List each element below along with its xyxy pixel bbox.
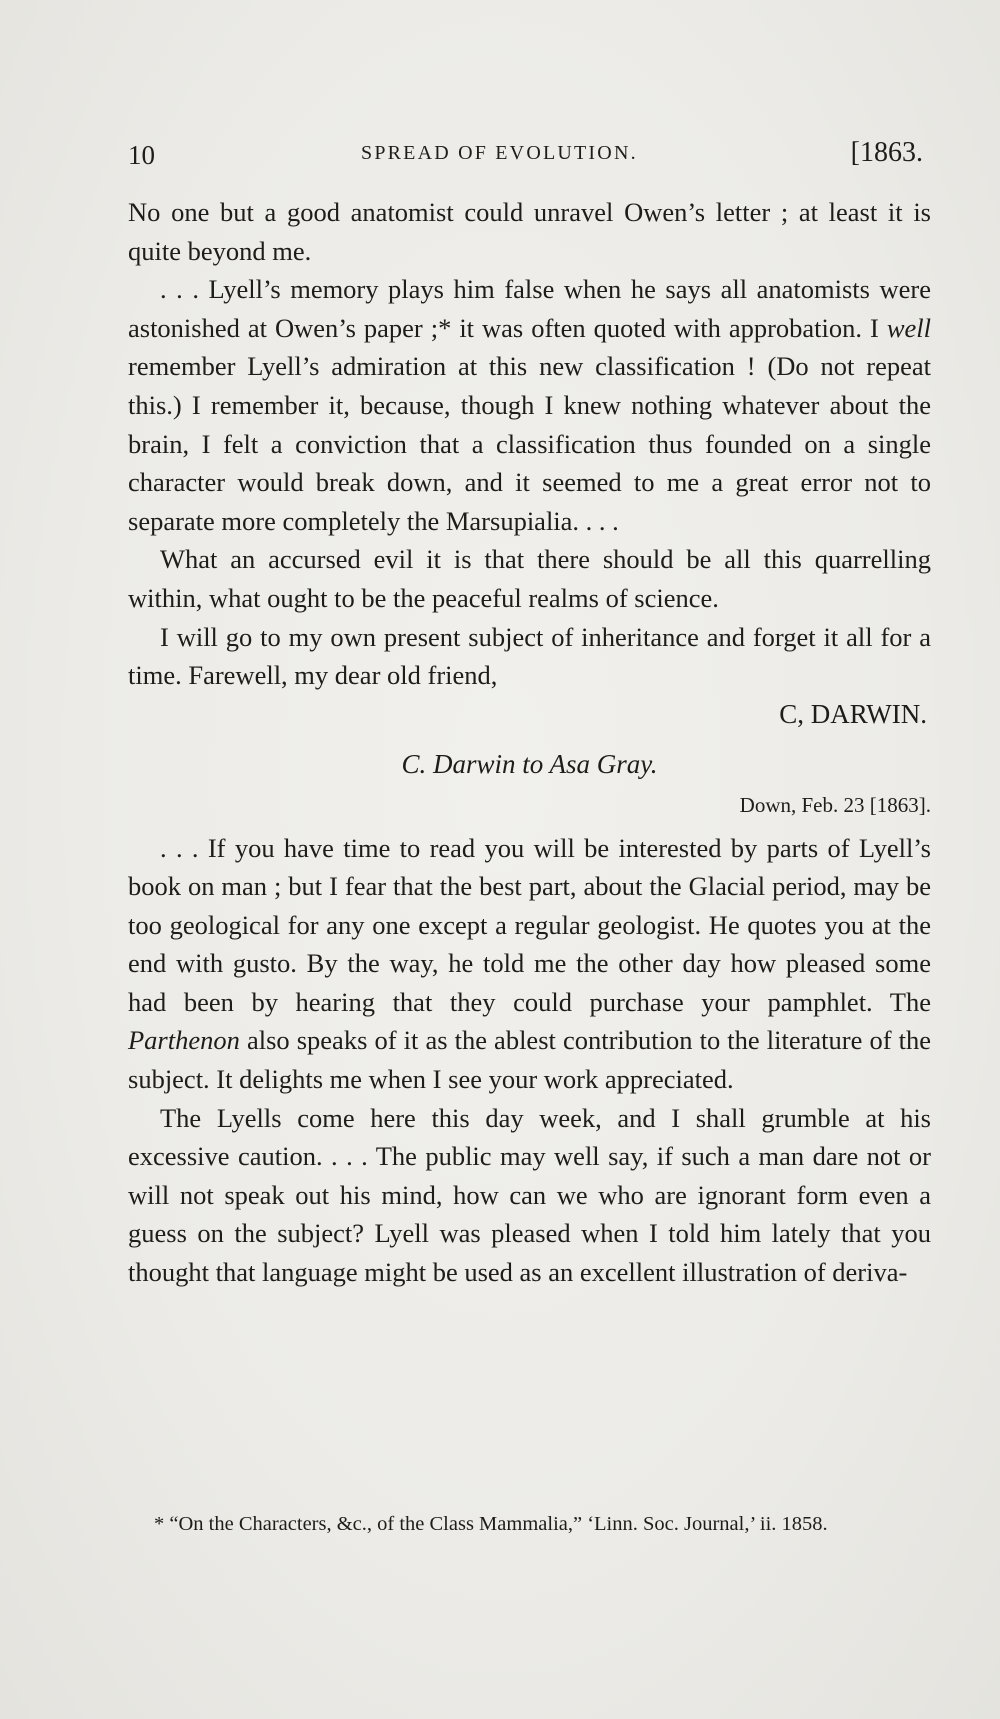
paragraph-3 [128, 540, 931, 617]
paragraph-text: remember Lyell’s admiration at this new classification ! (Do not repeat this.) I remember it, because, though I knew nothing whatever about the brain, I felt a conviction that a classification thus founded on a single character would break down, and it seemed to me a great error not to separate more completely the Marsupialia. . . . [128, 351, 931, 536]
paragraph-text: . . . Lyell’s memory plays him false when he says all anatomists were astonished at Owen’s paper ;* it was often quoted with approbation. I [128, 274, 931, 343]
paragraph-text: No one but a good anatomist could unravel Owen’s letter ; at least it is quite beyond me. [128, 197, 931, 266]
footnote-text: * “On the Characters, &c., of the Class Mammalia,” ‘Linn. Soc. Journal,’ ii. 1858. [154, 1513, 828, 1535]
emphasis-word: well [886, 312, 931, 343]
page-header [128, 134, 923, 174]
paragraph-2 [128, 270, 931, 540]
signature: C, DARWIN. [779, 698, 927, 729]
running-title: SPREAD OF EVOLUTION. [361, 142, 638, 164]
year-bracket: [1863. [850, 137, 923, 168]
body-text [128, 193, 931, 1292]
page-number: 10 [128, 140, 155, 170]
paragraph-text: The Lyells come here this day week, and I shall grumble at his excessive caution. . . . The public may well say, if such a man dare not or will not speak out his mind, how can we who are ignorant form even a guess on the subject? Lyell was pleased when I told him lately that you thought that language might be used as an excellent illustration of deriva- [128, 1102, 931, 1288]
paragraph-text: . . . If you have time to read you will be interested by parts of Lyell’s book on man ; but I fear that the best part, about the Glacial period, may be too geological for any one except a regular geologist. He quotes you at the end with gusto. By the way, he told me the other day how pleased some had been by hearing that they could purchase your pamphlet. The [128, 832, 931, 1017]
paragraph-5 [128, 829, 931, 1099]
paragraph-text: also speaks of it as the ablest contribution to the literature of the subject. It delights me when I see your work appreciated. [128, 1025, 931, 1095]
paragraph-text: I will go to my own present subject of inheritance and forget it all for a time. Farewell, my dear old friend, [128, 621, 931, 691]
paragraph-text: What an accursed evil it is that there should be all this quarrelling within, what ought to be the peaceful realms of science. [128, 544, 931, 613]
paragraph-4 [128, 618, 931, 695]
paragraph-1 [128, 193, 931, 270]
letter-heading: C. Darwin to Asa Gray. [401, 749, 658, 780]
paragraph-6 [128, 1099, 931, 1292]
emphasis-title: Parthenon [128, 1025, 240, 1056]
dateline: Down, Feb. 23 [1863]. [739, 792, 931, 817]
footnote [130, 1509, 935, 1539]
